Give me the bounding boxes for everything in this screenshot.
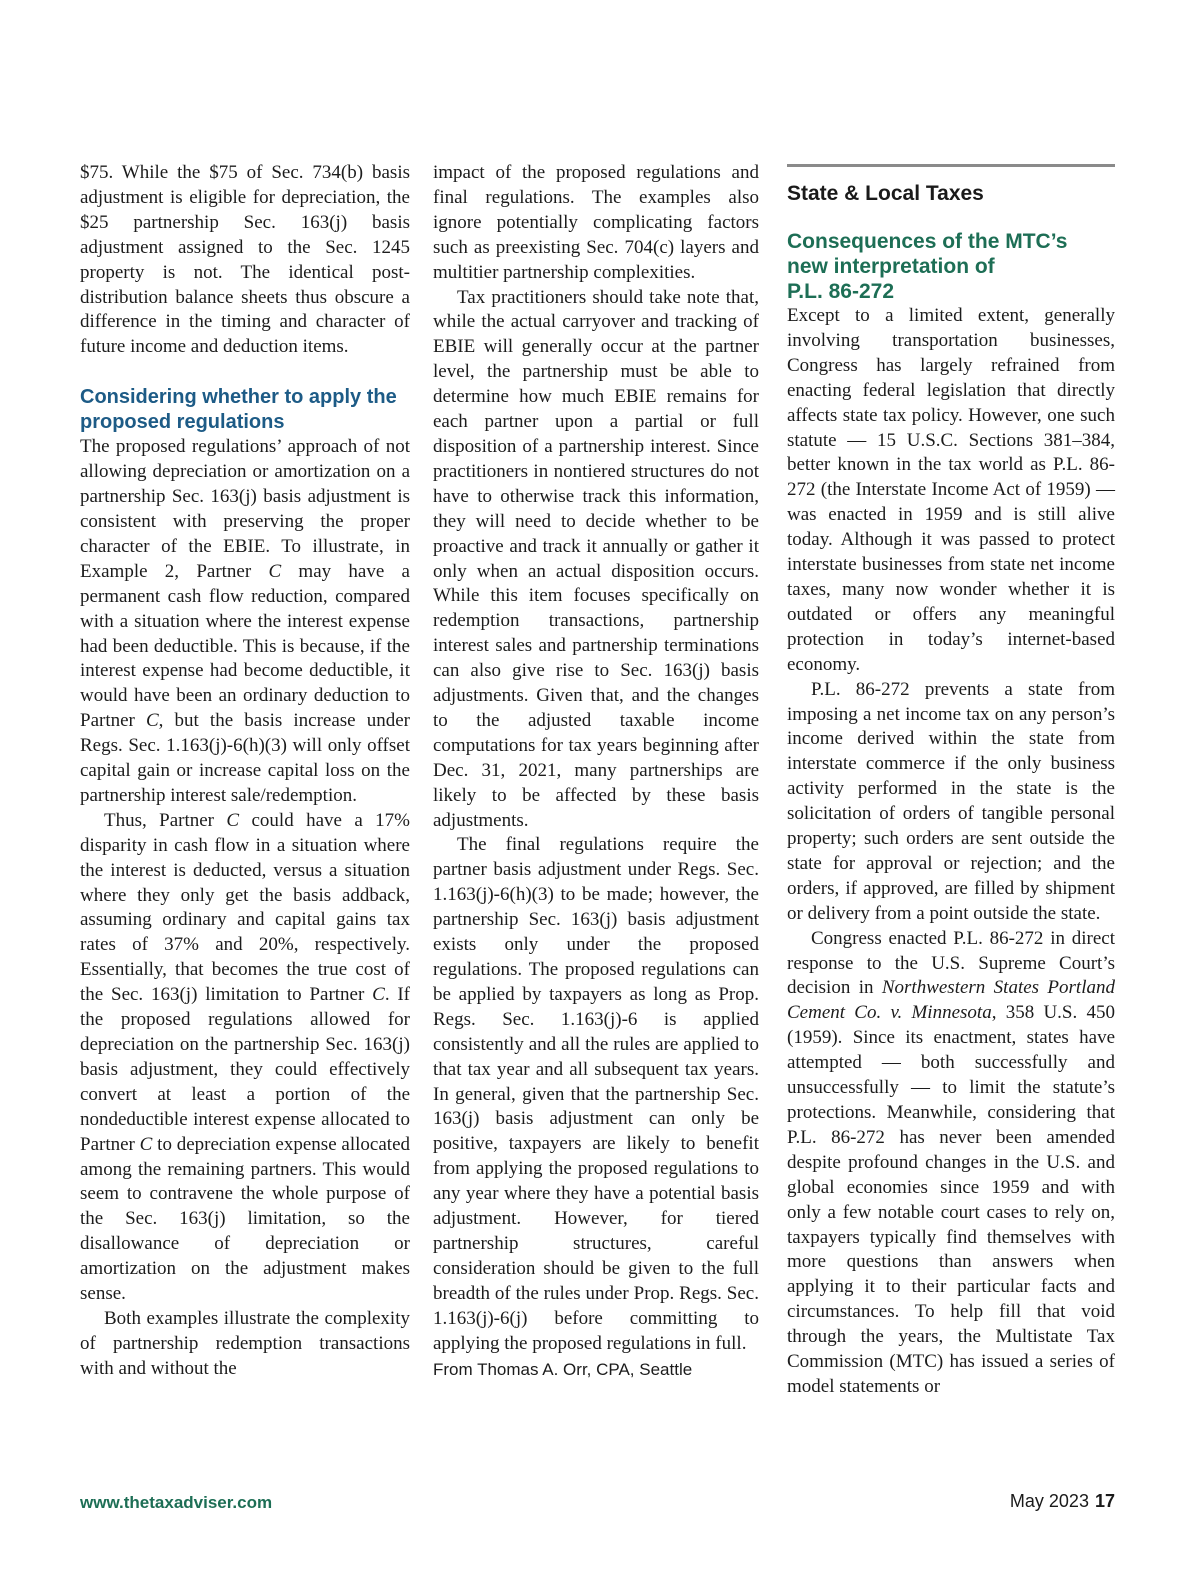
author-attribution: From Thomas A. Orr, CPA, Seattle	[433, 1359, 693, 1379]
col1-paragraph-4: Both examples illustrate the complexity of partnership redemption transactions with and without the	[80, 1307, 410, 1379]
article-title-line: new interpretation of	[787, 255, 995, 278]
footer-website-link[interactable]: www.thetaxadviser.com	[80, 1493, 273, 1512]
text-run: could have a 17% disparity in cash flow in a situation where the interest is deducted, versus a situation where they only get the basis addback, assuming ordinary and capital gains tax rates of 37% and 20%, respectively. Essentially, that becomes the true cost of the Sec. 163(j) limitation to Partner	[80, 809, 410, 1006]
section-spacer	[80, 360, 410, 385]
partner-c-italic: C	[226, 809, 240, 831]
column-1	[80, 161, 410, 1382]
col3-paragraph-1: Except to a limited extent, generally involving transportation businesses, Congress has largely refrained from enacting federal legislation that directly affects state tax policy. However, one such statute — 15 U.S.C. Sections 381–384, better known in the tax world as P.L. 86-272 (the Interstate Income Act of 1959) — was enacted in 1959 and is still alive today. Although it was passed to protect interstate businesses from state net income taxes, many now wonder whether it is outdated or offers any meaningful protection in today’s internet-based economy.	[787, 305, 1115, 675]
column-2	[433, 161, 759, 1382]
col1-paragraph-1: $75. While the $75 of Sec. 734(b) basis adjustment is eligible for depreciation, the $25 partnership Sec. 163(j) basis adjustment assigned to the Sec. 1245 property is not. The identical post-distribution balance sheets thus obscure a difference in the timing and character of future income and deduction items.	[80, 162, 410, 358]
section-divider-rule	[787, 164, 1115, 167]
partner-c-italic: C	[372, 984, 385, 1006]
col2-paragraph-2: Tax practitioners should take note that, while the actual carryover and tracking of EBIE will generally occur at the partner level, the partnership must be able to determine how much EBIE remains for each partner upon a partial or full disposition of a partnership interest. Since practitioners in nontiered structures do not have to otherwise track this information, they will need to decide whether to be proactive and track it annually or gather it only when an actual disposition occurs. While this item focuses specifically on redemption transactions, partnership interest sales and partnership terminations can also give rise to Sec. 163(j) basis adjustments. Given that, and the changes to the adjusted taxable income computations for tax years beginning after Dec. 31, 2021, many partnerships are likely to be affected by these basis adjustments.	[433, 286, 759, 831]
text-run: , but the basis increase under Regs. Sec. 1.163(j)-6(h)(3) will only offset capital gain or increase capital loss on the partnership interest sale/redemption.	[80, 710, 410, 806]
article-title-line: Consequences of the MTC’s	[787, 230, 1068, 253]
case-name-italic: Northwestern States Portland Cement Co. v. Minnesota	[787, 977, 1115, 1024]
partner-c-italic: C	[139, 1133, 153, 1155]
col1-paragraph-3	[80, 809, 410, 1307]
article-title-line: P.L. 86-272	[787, 280, 895, 303]
col3-paragraph-3	[787, 927, 1115, 1400]
text-run: Congress enacted P.L. 86-272 in direct response to the U.S. Supreme Court’s decision in	[787, 927, 1115, 999]
heading-considering-proposed-regulations: Considering whether to apply the proposed regulations	[80, 386, 397, 434]
section-label-state-local-taxes: State & Local Taxes	[787, 182, 984, 205]
footer-page-number: 17	[1094, 1491, 1115, 1511]
col3-paragraph-2: P.L. 86-272 prevents a state from imposing a net income tax on any person’s income derived within the state from interstate commerce if the only business activity performed in the state is the solicitation of orders of tangible personal property; such orders are sent outside the state for approval or rejection; and the orders, if approved, are filled by shipment or delivery from a point outside the state.	[787, 678, 1115, 924]
col2-paragraph-1: impact of the proposed regulations and final regulations. The examples also ignore potentially complicating factors such as preexisting Sec. 704(c) layers and multitier partnership complexities.	[433, 162, 759, 283]
text-run: The proposed regulations’ approach of not allowing depreciation or amortization on a partnership Sec. 163(j) basis adjustment is consistent with preserving the proper character of the EBIE. To illustrate, in Example 2, Partner	[80, 436, 410, 582]
col2-paragraph-3: The final regulations require the partner basis adjustment under Regs. Sec. 1.163(j)-6(h)(3) to be made; however, the partnership Sec. 163(j) basis adjustment exists only under the proposed regulations. The proposed regulations can be applied by taxpayers as long as Prop. Regs. Sec. 1.163(j)-6 is applied consistently and all the rules are applied to that tax year and all subsequent tax years. In general, given that the partnership Sec. 163(j) basis adjustment can only be positive, taxpayers are likely to benefit from applying the proposed regulations to any year where they have a potential basis adjustment. However, for tiered partnership structures, careful consideration should be given to the full breadth of the rules under Prop. Regs. Sec. 1.163(j)-6(j) before committing to applying the proposed regulations in full.	[433, 834, 759, 1354]
text-run: . If the proposed regulations allowed for depreciation on the partnership Sec. 163(j) basis adjustment, they could effectively convert at least a portion of the nondeductible interest expense allocated to Partner	[80, 984, 411, 1155]
column-3	[787, 161, 1115, 1400]
footer-issue-page	[1010, 1491, 1115, 1512]
partner-c-italic: C	[268, 560, 282, 582]
partner-c-italic: C	[145, 710, 159, 732]
text-run: to depreciation expense allocated among the remaining partners. This would seem to contravene the whole purpose of the Sec. 163(j) limitation, so the disallowance of depreciation or amortization on the adjustment makes sense.	[80, 1133, 410, 1305]
text-run: , 358 U.S. 450 (1959). Since its enactment, states have attempted — both successfully and unsuccessfully — to limit the statute’s protections. Meanwhile, considering that P.L. 86-272 has never been amended despite profound changes in the U.S. and global economies since 1959 and with only a few notable court cases to rely on, taxpayers typically find themselves with more questions than answers when applying it to their particular facts and circumstances. To help fill that void through the years, the Multistate Tax Commission (MTC) has issued a series of model statements or	[787, 1002, 1115, 1397]
text-run: Thus, Partner	[104, 809, 227, 831]
footer-issue-date: May 2023	[1009, 1491, 1089, 1511]
col1-paragraph-2	[80, 435, 410, 809]
text-run: may have a permanent cash flow reduction, compared with a situation where the interest expense had been deductible. This is because, if the interest expense had become deductible, it would have been an ordinary deduction to Partner	[80, 560, 410, 732]
article-title	[787, 229, 1115, 304]
